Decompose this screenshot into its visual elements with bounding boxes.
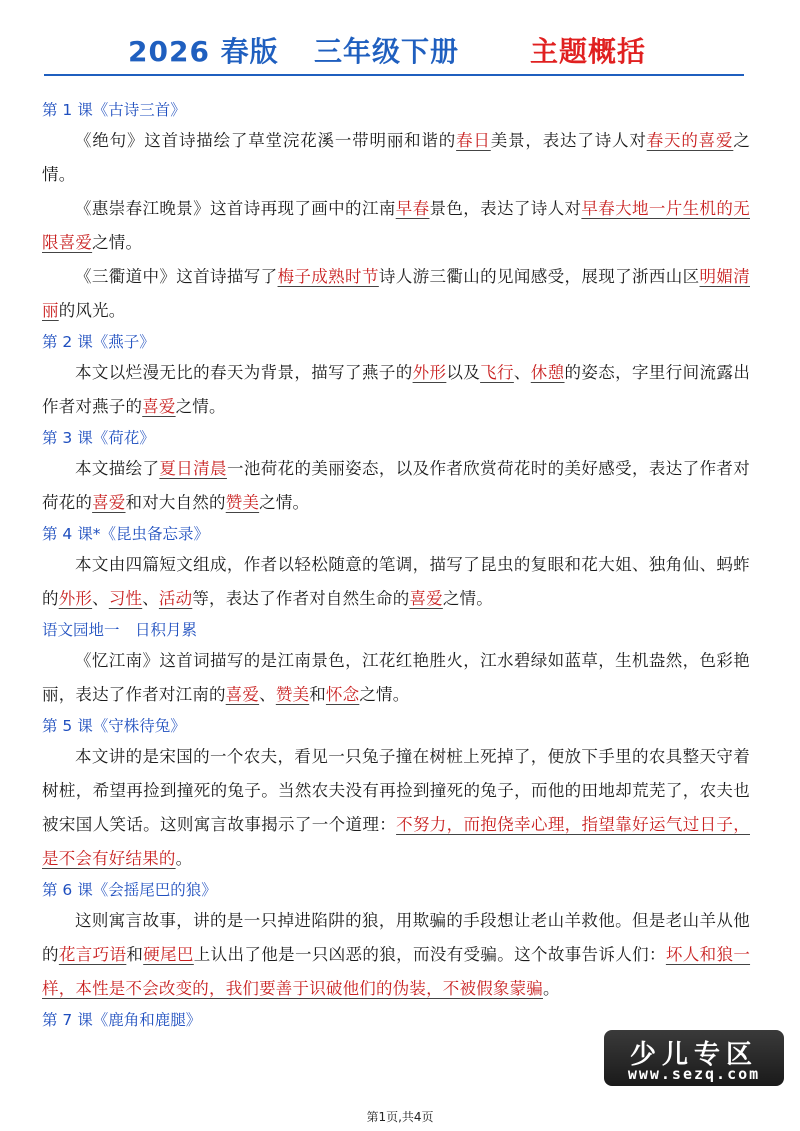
paragraph-text: 上认出了他是一只凶恶的狼，而没有受骗。这个故事告诉人们： (193, 945, 666, 964)
summary-paragraph (42, 740, 750, 876)
key-phrase: 赞美 (275, 685, 310, 704)
logo-text: 少儿专区 (629, 1040, 758, 1070)
key-phrase: 飞行 (480, 363, 514, 382)
lesson-heading: 第 2 课《燕子》 (42, 333, 155, 351)
lesson-heading: 第 3 课《荷花》 (42, 429, 155, 447)
key-phrase: 硬尾巴 (143, 945, 194, 964)
key-phrase: 喜爱 (225, 685, 260, 704)
summary-paragraph (42, 260, 750, 328)
key-phrase: 梅子成熟时节 (277, 267, 379, 286)
title-edition: 2026 春版 (128, 35, 279, 68)
paragraph-text: 的风光。 (58, 301, 126, 320)
paragraph-text: 《三衢道中》这首诗描写了 (75, 267, 278, 286)
site-logo-watermark (604, 1030, 784, 1086)
key-phrase: 休憩 (530, 363, 565, 382)
key-phrase: 外形 (58, 589, 93, 608)
summary-paragraph (42, 904, 750, 1006)
key-phrase: 不努力，而抱侥幸心理，指望靠好运气过日子，是不会有好结果的 (42, 815, 750, 868)
paragraph-text: 之情。 (359, 685, 410, 704)
paragraph-text: 本文描绘了 (75, 459, 160, 478)
paragraph-text: 和 (126, 945, 144, 964)
summary-paragraph (42, 452, 750, 520)
paragraph-text: 《惠崇春江晚景》这首诗再现了画中的江南 (75, 199, 396, 218)
paragraph-text: 之情。 (442, 589, 493, 608)
key-phrase: 坏人和狼一样，本性是不会改变的，我们要善于识破他们的伪装，不被假象蒙骗 (42, 945, 751, 998)
paragraph-text: 之情。 (175, 397, 226, 416)
lesson-heading: 第 7 课《鹿角和鹿腿》 (42, 1011, 202, 1029)
lesson-heading: 语文园地一 日积月累 (42, 621, 198, 639)
paragraph-text: 景色，表达了诗人对 (429, 199, 582, 218)
paragraph-text: 、 (92, 589, 109, 608)
paragraph-text: 之情。 (42, 131, 751, 184)
paragraph-text: 之情。 (92, 233, 143, 252)
summary-paragraph (42, 356, 750, 424)
paragraph-text: 本文由四篇短文组成，作者以轻松随意的笔调，描写了昆虫的复眼和花大姐、独角仙、蚂蚱的 (42, 555, 750, 608)
key-phrase: 春日 (456, 131, 491, 150)
key-phrase: 明媚清丽 (42, 267, 750, 320)
lesson-heading: 第 4 课*《昆虫备忘录》 (42, 525, 209, 543)
paragraph-text: 本文以烂漫无比的春天为背景，描写了燕子的 (75, 363, 413, 382)
paragraph-text: 《忆江南》这首词描写的是江南景色，江花红艳胜火，江水碧绿如蓝草，生机盎然，色彩艳丽，表达了作者对江南的 (42, 651, 750, 704)
key-phrase: 活动 (158, 589, 193, 608)
paragraph-text: 诗人游三衢山的见闻感受，展现了浙西山区 (378, 267, 700, 286)
title-topic: 主题概括 (530, 35, 647, 68)
paragraph-text: 和对大自然的 (125, 493, 226, 512)
summary-paragraph (42, 644, 750, 712)
document-body (42, 96, 750, 1034)
key-phrase: 春天的喜爱 (646, 131, 734, 150)
paragraph-text: 、 (259, 685, 276, 704)
paragraph-text: 。 (543, 979, 560, 998)
paragraph-text: 本文讲的是宋国的一个农夫，看见一只兔子撞在树桩上死掉了，便放下手里的农具整天守着树桩，希望再捡到撞死的兔子。当然农夫没有再捡到撞死的兔子，而他的田地却荒芜了，农夫也被宋国人笑话。这则寓言故事揭示了一个道理： (42, 747, 750, 834)
page-number: 第1页,共4页 (366, 1110, 434, 1124)
paragraph-text: 美景，表达了诗人对 (490, 131, 647, 150)
logo-url: www.sezq.com (627, 1065, 761, 1083)
key-phrase: 喜爱 (142, 397, 176, 416)
paragraph-text: 等，表达了作者对自然生命的 (192, 589, 410, 608)
paragraph-text: 。 (175, 849, 193, 868)
summary-paragraph (42, 548, 750, 616)
paragraph-text: 这则寓言故事，讲的是一只掉进陷阱的狼，用欺骗的手段想让老山羊救他。但是老山羊从他的 (42, 911, 750, 964)
key-phrase: 早春大地一片生机的无限喜爱 (42, 199, 750, 252)
document-title (44, 30, 744, 76)
key-phrase: 花言巧语 (58, 945, 127, 964)
key-phrase: 早春 (395, 199, 430, 218)
paragraph-text: 、 (513, 363, 531, 382)
lesson-heading: 第 5 课《守株待兔》 (42, 717, 186, 735)
key-phrase: 喜爱 (409, 589, 443, 608)
paragraph-text: 和 (309, 685, 326, 704)
summary-paragraph (42, 124, 750, 192)
paragraph-text: 《绝句》这首诗描绘了草堂浣花溪一带明丽和谐的 (75, 131, 457, 150)
key-phrase: 夏日清晨 (159, 459, 227, 478)
lesson-heading: 第 6 课《会摇尾巴的狼》 (42, 881, 217, 899)
key-phrase: 习性 (108, 589, 143, 608)
paragraph-text: 以及 (446, 363, 481, 382)
paragraph-text: 的姿态，字里行间流露出作者对燕子的 (42, 363, 751, 416)
paragraph-text: 之情。 (259, 493, 310, 512)
paragraph-text: 、 (142, 589, 159, 608)
key-phrase: 外形 (412, 363, 447, 382)
summary-paragraph (42, 192, 750, 260)
title-grade: 三年级下册 (314, 35, 460, 68)
key-phrase: 怀念 (325, 685, 360, 704)
paragraph-text: 一池荷花的美丽姿态，以及作者欣赏荷花时的美好感受，表达了作者对荷花的 (42, 459, 751, 512)
lesson-heading: 第 1 课《古诗三首》 (42, 101, 186, 119)
key-phrase: 赞美 (225, 493, 260, 512)
key-phrase: 喜爱 (92, 493, 126, 512)
